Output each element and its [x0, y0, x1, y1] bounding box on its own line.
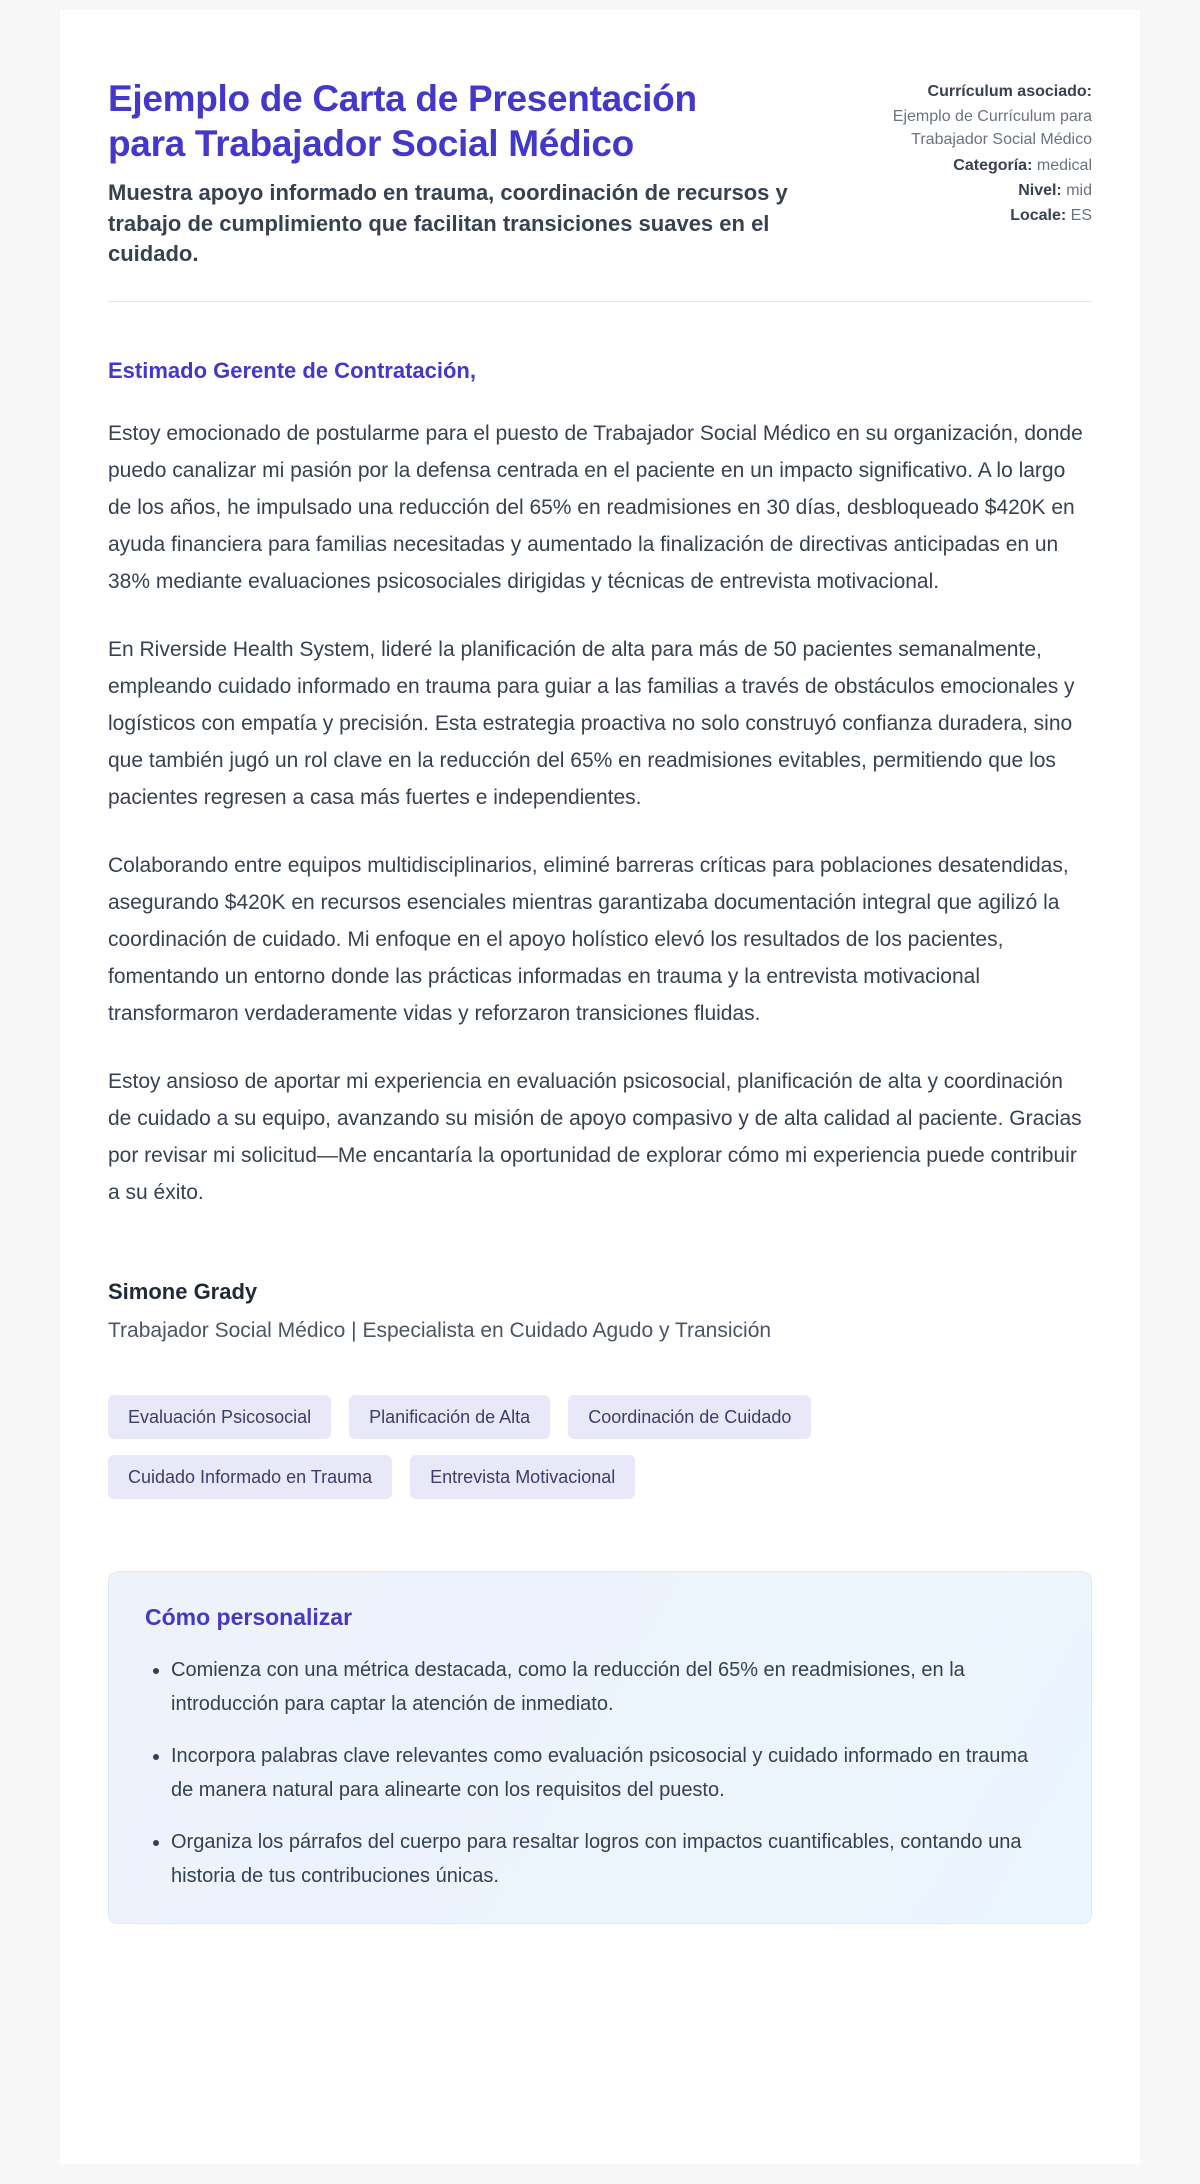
header-title-block	[108, 76, 798, 269]
tip-item: • Comienza con una métrica destacada, como la reducción del 65% en readmisiones, en la introducción para captar la atención de inmediato.	[171, 1653, 1051, 1721]
level-label: Nivel:	[1018, 181, 1062, 199]
skill-tags	[108, 1395, 888, 1499]
category-value: medical	[1036, 156, 1092, 174]
tag-chip: Coordinación de Cuidado	[568, 1395, 811, 1439]
customization-tips-box	[108, 1571, 1092, 1924]
page-header	[108, 76, 1092, 269]
locale-value: ES	[1070, 206, 1092, 224]
page-title: Ejemplo de Carta de Presentación para Trabajador Social Médico	[108, 78, 697, 165]
letter-paragraph: Colaborando entre equipos multidisciplinarios, eliminé barreras críticas para poblaciones desatendidas, asegurando $420K en recursos esenciales mientras garantizaba documentación integral que agilizó la coordinación de cuidado. Mi enfoque en el apoyo holístico elevó los resultados de los pacientes, fomentando un entorno donde las prácticas informadas en trauma y la entrevista motivacional transformaron verdaderamente vidas y reforzaron transiciones fluidas.	[108, 854, 1069, 1026]
letter-greeting: Estimado Gerente de Contratación,	[108, 358, 476, 384]
meta-resume-value: Ejemplo de Currículum para Trabajador Social Médico	[892, 108, 1092, 149]
meta-resume-label	[840, 80, 1092, 103]
locale-label: Locale:	[1010, 206, 1067, 224]
header-divider	[108, 301, 1092, 302]
category-label: Categoría:	[953, 156, 1033, 174]
meta-locale	[840, 204, 1092, 227]
meta-level	[840, 179, 1092, 202]
resume-meta	[840, 76, 1092, 227]
resume-associated-label: Currículum asociado:	[927, 83, 1092, 100]
letter-card	[60, 10, 1140, 2164]
letter-paragraph: En Riverside Health System, lideré la planificación de alta para más de 50 pacientes semanalmente, empleando cuidado informado en trauma para guiar a las familias a través de obstáculos emocionales y logísticos con empatía y precisión. Esta estrategia proactiva no solo construyó confianza duradera, sino que también jugó un rol clave en la reducción del 65% en readmisiones evitables, permitiendo que los pacientes regresen a casa más fuertes e independientes.	[108, 638, 1075, 810]
letter-paragraph: Estoy ansioso de aportar mi experiencia en evaluación psicosocial, planificación de alta y coordinación de cuidado a su equipo, avanzando su misión de apoyo compasivo y de alta calidad al paciente. Gracias por revisar mi solicitud—Me encantaría la oportunidad de explorar cómo mi experiencia puede contribuir a su éxito.	[108, 1070, 1082, 1205]
tips-title: Cómo personalizar	[145, 1604, 353, 1631]
tip-item: • Incorpora palabras clave relevantes como evaluación psicosocial y cuidado informado en trauma de manera natural para alinearte con los requisitos del puesto.	[171, 1739, 1051, 1807]
meta-category	[840, 154, 1092, 177]
tip-item: • Organiza los párrafos del cuerpo para resaltar logros con impactos cuantificables, contando una historia de tus contribuciones únicas.	[171, 1825, 1051, 1893]
tag-chip: Entrevista Motivacional	[410, 1455, 635, 1499]
signature-role: Trabajador Social Médico | Especialista en Cuidado Agudo y Transición	[108, 1319, 772, 1343]
letter-paragraph: Estoy emocionado de postularme para el puesto de Trabajador Social Médico en su organización, donde puedo canalizar mi pasión por la defensa centrada en el paciente en un impacto significativo. A lo largo de los años, he impulsado una reducción del 65% en readmisiones en 30 días, desbloqueado $420K en ayuda financiera para familias necesitadas y aumentado la finalización de directivas anticipadas en un 38% mediante evaluaciones psicosociales dirigidas y técnicas de entrevista motivacional.	[108, 422, 1083, 594]
level-value: mid	[1066, 181, 1092, 199]
page-subtitle: Muestra apoyo informado en trauma, coordinación de recursos y trabajo de cumplimiento que facilitan transiciones suaves en el cuidado.	[108, 180, 788, 266]
tag-chip: Planificación de Alta	[349, 1395, 550, 1439]
tips-list	[145, 1653, 1055, 1893]
letter-body	[108, 358, 1092, 1343]
tag-chip: Evaluación Psicosocial	[108, 1395, 331, 1439]
signature-name: Simone Grady	[108, 1279, 258, 1305]
tag-chip: Cuidado Informado en Trauma	[108, 1455, 392, 1499]
